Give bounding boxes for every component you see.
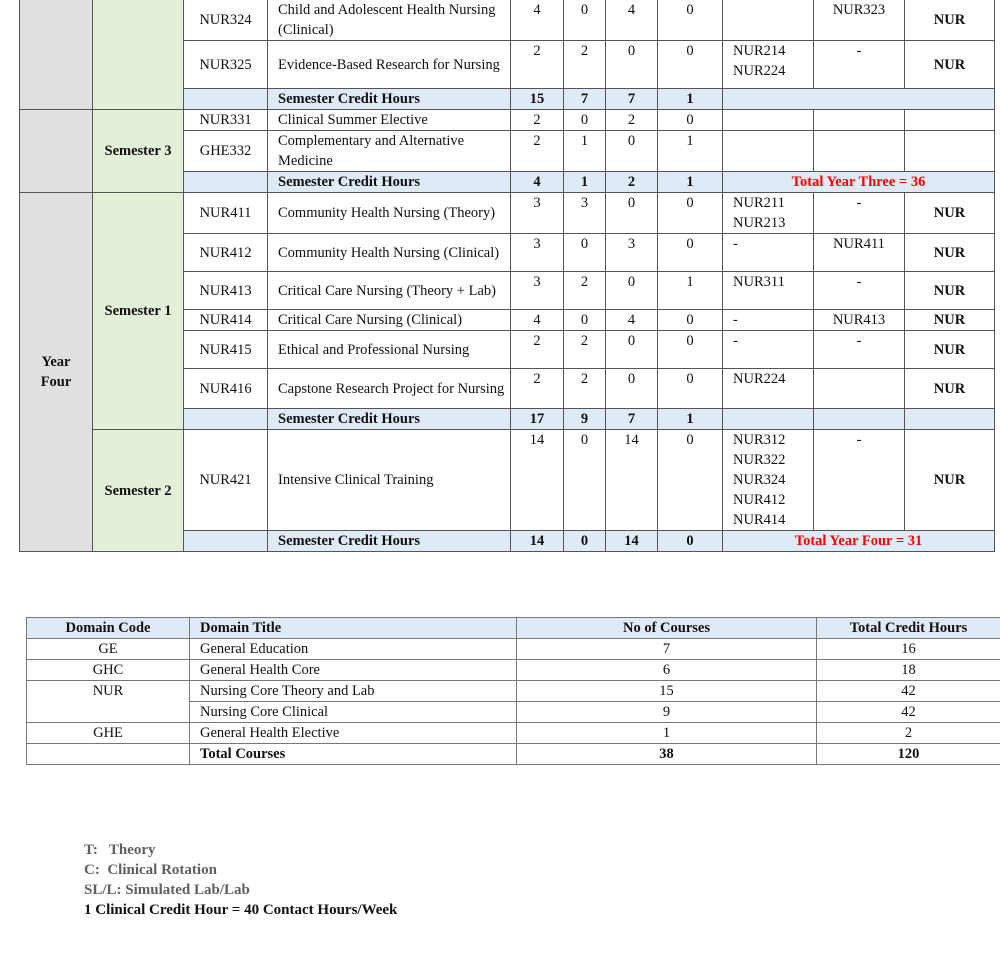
clinical-hours: 0 xyxy=(606,369,658,409)
domain-code: NUR xyxy=(27,681,190,723)
domain-courses: 9 xyxy=(517,702,817,723)
domain-title: General Health Elective xyxy=(190,723,517,744)
semester-total-label: Semester Credit Hours xyxy=(268,409,511,430)
header-domain-title: Domain Title xyxy=(190,618,517,639)
credit-hours: 4 xyxy=(511,0,564,41)
year-three-cell xyxy=(20,110,93,193)
clinical-hours: 4 xyxy=(606,0,658,41)
empty-cell xyxy=(814,409,905,430)
domain-courses: 7 xyxy=(517,639,817,660)
course-row xyxy=(20,110,995,131)
year-four-label: Year Four xyxy=(20,193,93,552)
total-lab-hours: 1 xyxy=(658,172,723,193)
lab-hours: 0 xyxy=(658,0,723,41)
clinical-hours: 2 xyxy=(606,110,658,131)
lab-hours: 0 xyxy=(658,193,723,234)
legend-clinical: C: Clinical Rotation xyxy=(84,862,217,878)
lab-hours: 0 xyxy=(658,110,723,131)
semester-total-label: Semester Credit Hours xyxy=(268,89,511,110)
course-title: Capstone Research Project for Nursing xyxy=(268,369,511,409)
header-domain-code: Domain Code xyxy=(27,618,190,639)
total-theory-hours: 7 xyxy=(564,89,606,110)
course-title: Evidence-Based Research for Nursing xyxy=(268,41,511,89)
domain-courses: 6 xyxy=(517,660,817,681)
domain-code: GHC xyxy=(27,660,190,681)
total-courses-label: Total Courses xyxy=(190,744,517,765)
credit-hours: 2 xyxy=(511,41,564,89)
total-courses-value: 38 xyxy=(517,744,817,765)
semester-total-label: Semester Credit Hours xyxy=(268,172,511,193)
prerequisites: - xyxy=(723,310,814,331)
theory-hours: 2 xyxy=(564,369,606,409)
domain-row xyxy=(27,660,1000,681)
lab-hours: 0 xyxy=(658,41,723,89)
total-credit-hours: 4 xyxy=(511,172,564,193)
year-total-note: Total Year Four = 31 xyxy=(723,531,995,552)
domain-code: NUR xyxy=(905,430,995,531)
course-title: Community Health Nursing (Clinical) xyxy=(268,234,511,272)
lab-hours: 0 xyxy=(658,331,723,369)
credit-hours: 2 xyxy=(511,131,564,172)
theory-hours: 0 xyxy=(564,110,606,131)
credit-hours: 3 xyxy=(511,234,564,272)
lab-hours: 0 xyxy=(658,369,723,409)
legend-theory: T: Theory xyxy=(84,842,156,858)
course-title: Community Health Nursing (Theory) xyxy=(268,193,511,234)
total-credit-hours: 17 xyxy=(511,409,564,430)
clinical-hours: 4 xyxy=(606,310,658,331)
domain-hours: 2 xyxy=(817,723,1000,744)
course-row xyxy=(20,0,995,41)
theory-hours: 2 xyxy=(564,272,606,310)
lab-hours: 0 xyxy=(658,310,723,331)
domain-hours: 18 xyxy=(817,660,1000,681)
total-theory-hours: 0 xyxy=(564,531,606,552)
corequisites xyxy=(814,369,905,409)
domain-code: NUR xyxy=(905,0,995,41)
clinical-hours: 0 xyxy=(606,41,658,89)
theory-hours: 1 xyxy=(564,131,606,172)
course-code: NUR421 xyxy=(184,430,268,531)
course-code: NUR415 xyxy=(184,331,268,369)
corequisites: - xyxy=(814,430,905,531)
clinical-hours: 0 xyxy=(606,131,658,172)
corequisites: - xyxy=(814,331,905,369)
domain-hours: 42 xyxy=(817,702,1000,723)
prerequisites xyxy=(723,0,814,41)
theory-hours: 0 xyxy=(564,234,606,272)
empty-cell xyxy=(723,409,814,430)
credit-hours: 3 xyxy=(511,272,564,310)
empty-cell xyxy=(184,172,268,193)
domain-code: NUR xyxy=(905,310,995,331)
corequisites: - xyxy=(814,41,905,89)
corequisites: NUR323 xyxy=(814,0,905,41)
header-total-credit-hours: Total Credit Hours xyxy=(817,618,1000,639)
course-row xyxy=(20,193,995,234)
corequisites: - xyxy=(814,193,905,234)
lab-hours: 1 xyxy=(658,272,723,310)
clinical-hours: 14 xyxy=(606,430,658,531)
total-lab-hours: 1 xyxy=(658,89,723,110)
course-title: Complementary and Alternative Medicine xyxy=(268,131,511,172)
domain-code: GE xyxy=(27,639,190,660)
domain-row xyxy=(27,723,1000,744)
prerequisites: NUR311 xyxy=(723,272,814,310)
header-no-of-courses: No of Courses xyxy=(517,618,817,639)
total-clinical-hours: 14 xyxy=(606,531,658,552)
theory-hours: 0 xyxy=(564,310,606,331)
prerequisites xyxy=(723,110,814,131)
prerequisites: NUR312 NUR322 NUR324 NUR412 NUR414 xyxy=(723,430,814,531)
domain-code xyxy=(905,110,995,131)
prerequisites: - xyxy=(723,234,814,272)
course-row xyxy=(20,430,995,531)
prerequisites: NUR211 NUR213 xyxy=(723,193,814,234)
study-plan-table xyxy=(19,0,995,552)
corequisites: NUR411 xyxy=(814,234,905,272)
total-clinical-hours: 7 xyxy=(606,409,658,430)
total-lab-hours: 1 xyxy=(658,409,723,430)
credit-hours: 2 xyxy=(511,110,564,131)
domain-row xyxy=(27,681,1000,702)
lab-hours: 0 xyxy=(658,430,723,531)
course-code: NUR416 xyxy=(184,369,268,409)
domain-code: NUR xyxy=(905,369,995,409)
empty-cell xyxy=(27,744,190,765)
course-code: NUR324 xyxy=(184,0,268,41)
corequisites: - xyxy=(814,272,905,310)
domain-code: NUR xyxy=(905,331,995,369)
clinical-hours: 0 xyxy=(606,272,658,310)
course-title: Intensive Clinical Training xyxy=(268,430,511,531)
semester-total-label: Semester Credit Hours xyxy=(268,531,511,552)
course-code: NUR331 xyxy=(184,110,268,131)
course-code: NUR412 xyxy=(184,234,268,272)
domain-hours: 16 xyxy=(817,639,1000,660)
total-credit-hours: 15 xyxy=(511,89,564,110)
total-clinical-hours: 7 xyxy=(606,89,658,110)
empty-cell xyxy=(184,531,268,552)
credit-hours: 2 xyxy=(511,331,564,369)
course-title: Child and Adolescent Health Nursing (Clinical) xyxy=(268,0,511,41)
domain-hours: 42 xyxy=(817,681,1000,702)
prerequisites: NUR224 xyxy=(723,369,814,409)
domain-summary-table xyxy=(26,617,1000,765)
empty-cell xyxy=(184,409,268,430)
course-code: NUR413 xyxy=(184,272,268,310)
credit-hours: 14 xyxy=(511,430,564,531)
credit-hours: 2 xyxy=(511,369,564,409)
lab-hours: 1 xyxy=(658,131,723,172)
course-code: GHE332 xyxy=(184,131,268,172)
domain-code: NUR xyxy=(905,272,995,310)
domain-code: NUR xyxy=(905,41,995,89)
theory-hours: 0 xyxy=(564,430,606,531)
empty-cell xyxy=(184,89,268,110)
course-title: Critical Care Nursing (Clinical) xyxy=(268,310,511,331)
course-title: Critical Care Nursing (Theory + Lab) xyxy=(268,272,511,310)
empty-cell xyxy=(905,409,995,430)
domain-title: Nursing Core Theory and Lab xyxy=(190,681,517,702)
total-credit-hours: 14 xyxy=(511,531,564,552)
credit-hours: 3 xyxy=(511,193,564,234)
lab-hours: 0 xyxy=(658,234,723,272)
domain-code: NUR xyxy=(905,193,995,234)
domain-code: GHE xyxy=(27,723,190,744)
corequisites: NUR413 xyxy=(814,310,905,331)
domain-title: General Health Core xyxy=(190,660,517,681)
theory-hours: 0 xyxy=(564,0,606,41)
semester-three-label: Semester 3 xyxy=(93,110,184,193)
prerequisites: - xyxy=(723,331,814,369)
corequisites xyxy=(814,110,905,131)
semester-two-cell xyxy=(93,0,184,110)
year-total-note: Total Year Three = 36 xyxy=(723,172,995,193)
domain-code: NUR xyxy=(905,234,995,272)
course-code: NUR411 xyxy=(184,193,268,234)
domain-total-row xyxy=(27,744,1000,765)
prerequisites xyxy=(723,131,814,172)
domain-code xyxy=(905,131,995,172)
semester-one-label: Semester 1 xyxy=(93,193,184,430)
legend-lab: SL/L: Simulated Lab/Lab xyxy=(84,882,250,898)
clinical-hours: 0 xyxy=(606,193,658,234)
domain-courses: 15 xyxy=(517,681,817,702)
legend xyxy=(84,840,397,920)
semester-two-label: Semester 2 xyxy=(93,430,184,552)
total-lab-hours: 0 xyxy=(658,531,723,552)
domain-courses: 1 xyxy=(517,723,817,744)
year-three-cell xyxy=(20,0,93,110)
total-theory-hours: 9 xyxy=(564,409,606,430)
course-title: Clinical Summer Elective xyxy=(268,110,511,131)
total-clinical-hours: 2 xyxy=(606,172,658,193)
domain-header-row xyxy=(27,618,1000,639)
domain-title: General Education xyxy=(190,639,517,660)
clinical-hours: 0 xyxy=(606,331,658,369)
theory-hours: 2 xyxy=(564,331,606,369)
course-code: NUR414 xyxy=(184,310,268,331)
total-hours-value: 120 xyxy=(817,744,1000,765)
domain-row xyxy=(27,639,1000,660)
total-theory-hours: 1 xyxy=(564,172,606,193)
corequisites xyxy=(814,131,905,172)
course-title: Ethical and Professional Nursing xyxy=(268,331,511,369)
course-code: NUR325 xyxy=(184,41,268,89)
domain-title: Nursing Core Clinical xyxy=(190,702,517,723)
prerequisites: NUR214 NUR224 xyxy=(723,41,814,89)
legend-credit-note: 1 Clinical Credit Hour = 40 Contact Hours/Week xyxy=(84,902,398,918)
clinical-hours: 3 xyxy=(606,234,658,272)
credit-hours: 4 xyxy=(511,310,564,331)
theory-hours: 2 xyxy=(564,41,606,89)
empty-cell xyxy=(723,89,995,110)
theory-hours: 3 xyxy=(564,193,606,234)
